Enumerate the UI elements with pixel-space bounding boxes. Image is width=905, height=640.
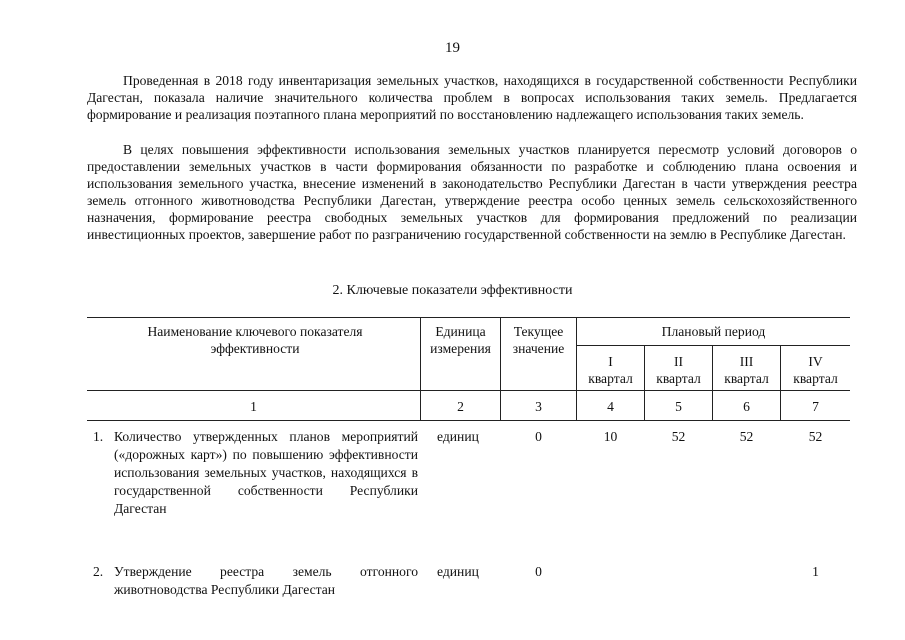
table-top-border bbox=[87, 317, 850, 318]
header-q3 bbox=[713, 353, 780, 387]
header-q1-num: I bbox=[608, 354, 613, 369]
header-q1-label: квартал bbox=[588, 371, 633, 386]
header-q4 bbox=[781, 353, 850, 387]
row-1-number: 1. bbox=[93, 429, 104, 444]
header-q2-num: II bbox=[673, 354, 684, 369]
row-1-unit: единиц bbox=[437, 429, 479, 444]
col-number-7: 7 bbox=[812, 399, 819, 414]
col-number-4: 4 bbox=[607, 399, 614, 414]
row-2-number: 2. bbox=[93, 564, 104, 579]
header-name: Наименование ключевого показателя эффективности bbox=[147, 324, 363, 356]
col-number-1: 1 bbox=[250, 399, 257, 414]
header-planned-period: Плановый период bbox=[661, 324, 766, 339]
header-unit: Единица измерения bbox=[430, 324, 491, 356]
row-1-q4: 52 bbox=[808, 429, 823, 444]
page-number: 19 bbox=[445, 40, 460, 56]
header-q3-num: III bbox=[739, 354, 754, 369]
paragraph-inventory: Проведенная в 2018 году инвентаризация земельных участков, находящихся в государственной собственности Республики Дагестан, показала наличие значительного количества проблем в вопросах использования таких земель. Предлагается формирование и реализация поэтапного плана мероприятий по восстановлению надлежащего использования таких земель. bbox=[87, 73, 857, 122]
row-2-unit: единиц bbox=[437, 564, 479, 579]
row-1-q3: 52 bbox=[739, 429, 754, 444]
header-q2-label: квартал bbox=[656, 371, 701, 386]
row-1-current: 0 bbox=[535, 429, 542, 444]
row-2-name: Утверждение реестра земель отгонного животноводства Республики Дагестан bbox=[114, 564, 418, 597]
section-title: 2. Ключевые показатели эффективности bbox=[332, 283, 573, 298]
header-bottom-border bbox=[87, 390, 850, 391]
col-number-3: 3 bbox=[535, 399, 542, 414]
row-1-q1: 10 bbox=[603, 429, 618, 444]
header-q4-label: квартал bbox=[793, 371, 838, 386]
header-q1 bbox=[577, 353, 644, 387]
col-number-6: 6 bbox=[743, 399, 750, 414]
col-number-5: 5 bbox=[675, 399, 682, 414]
header-q3-label: квартал bbox=[724, 371, 769, 386]
row-1-q2: 52 bbox=[671, 429, 686, 444]
header-q4-num: IV bbox=[808, 354, 823, 369]
colnum-bottom-border bbox=[87, 420, 850, 421]
header-current: Текущее значение bbox=[512, 324, 565, 356]
planned-subheader-border bbox=[576, 345, 850, 346]
row-2-q4: 1 bbox=[812, 564, 819, 579]
header-q2 bbox=[645, 353, 712, 387]
paragraph-efficiency: В целях повышения эффективности использования земельных участков планируется пересмотр условий договоров о предоставлении земельных участков в части формирования обязанности по разработке и соблюдению плана освоения и использования земельного участка, внесение изменений в законодательство Республики Дагестан в части утверждения реестра земель отгонного животноводства Республики Дагестан, утверждение реестра особо ценных земель сельскохозяйственного назначения, формирование реестра свободных земельных участков для формирования предложений по реализации инвестиционных проектов, завершение работ по разграничению государственной собственности на землю в Республике Дагестан. bbox=[87, 142, 857, 242]
row-2-current: 0 bbox=[535, 564, 542, 579]
row-1-name: Количество утвержденных планов мероприятий («дорожных карт») по повышению эффективности использования земельных участков, находящихся в государственной собственности Республики Дагестан bbox=[114, 429, 418, 516]
col-number-2: 2 bbox=[457, 399, 464, 414]
